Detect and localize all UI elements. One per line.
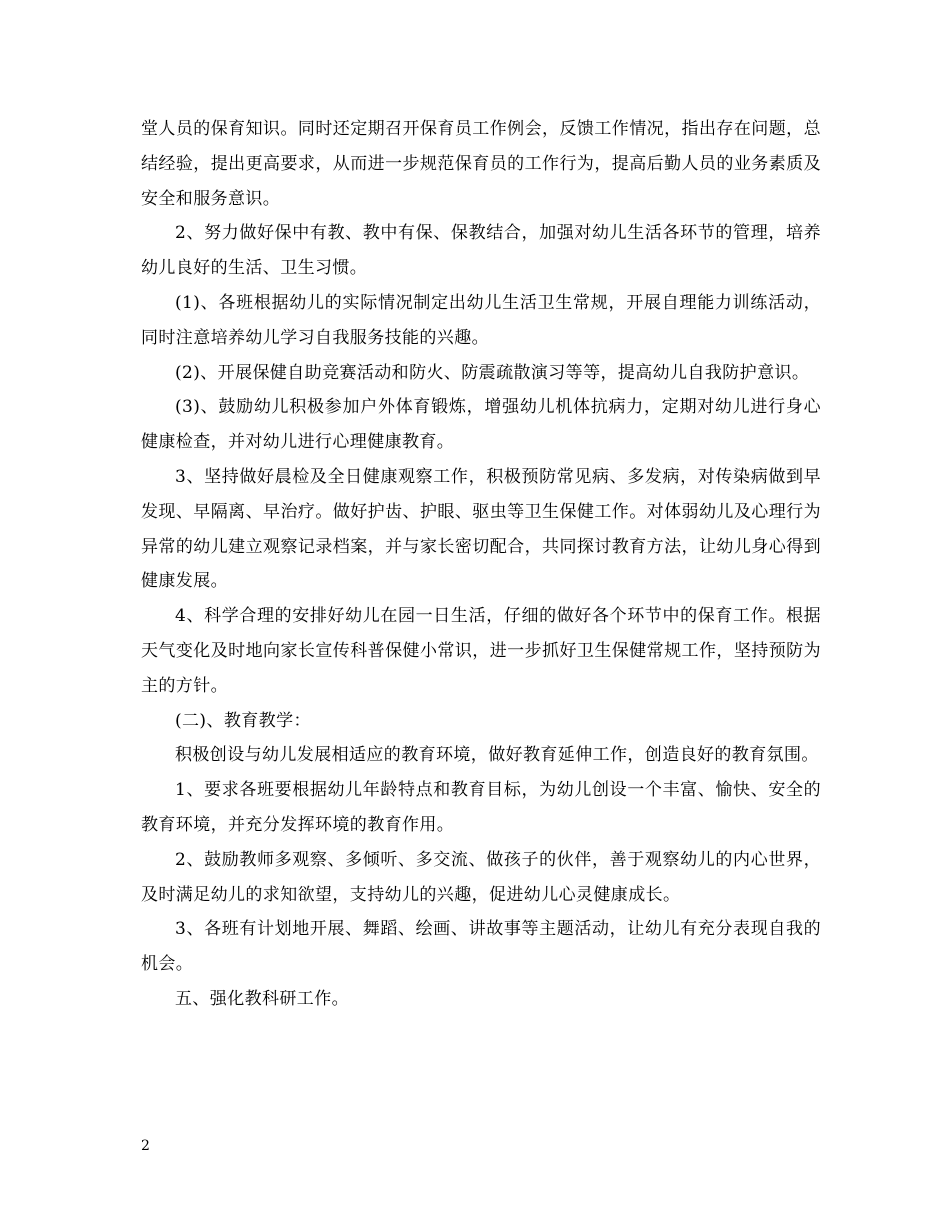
paragraph: 堂人员的保育知识。同时还定期召开保育员工作例会，反馈工作情况，指出存在问题，总结经验，提出更高要求，从而进一步规范保育员的工作行为，提高后勤人员的业务素质及安全和服务意识。	[141, 119, 821, 209]
paragraph: 2、努力做好保中有教、教中有保、保教结合，加强对幼儿生活各环节的管理，培养幼儿良好的生活、卫生习惯。	[141, 223, 821, 279]
paragraph: 1、要求各班要根据幼儿年龄特点和教育目标，为幼儿创设一个丰富、愉快、安全的教育环境，并充分发挥环境的教育作用。	[141, 780, 821, 835]
paragraph: (2)、开展保健自助竞赛活动和防火、防震疏散演习等等，提高幼儿自我防护意识。	[175, 362, 810, 383]
page-number: 2	[141, 1138, 150, 1154]
section-heading: (二)、教育教学：	[175, 710, 311, 731]
paragraph: 积极创设与幼儿发展相适应的教育环境，做好教育延伸工作，创造良好的教育氛围。	[175, 745, 819, 766]
paragraph: (3)、鼓励幼儿积极参加户外体育锻炼，增强幼儿机体抗病力，定期对幼儿进行身心健康检查，并对幼儿进行心理健康教育。	[141, 397, 821, 453]
document-body	[141, 112, 821, 1017]
paragraph: (1)、各班根据幼儿的实际情况制定出幼儿生活卫生常规，开展自理能力训练活动，同时注意培养幼儿学习自我服务技能的兴趣。	[141, 292, 821, 348]
section-heading: 五、强化教科研工作。	[175, 988, 349, 1009]
paragraph: 3、坚持做好晨检及全日健康观察工作，积极预防常见病、多发病，对传染病做到早发现、早隔离、早治疗。做好护齿、护眼、驱虫等卫生保健工作。对体弱幼儿及心理行为异常的幼儿建立观察记录档案，并与家长密切配合，共同探讨教育方法，让幼儿身心得到健康发展。	[141, 466, 821, 592]
paragraph: 2、鼓励教师多观察、多倾听、多交流、做孩子的伙伴，善于观察幼儿的内心世界，及时满足幼儿的求知欲望，支持幼儿的兴趣，促进幼儿心灵健康成长。	[141, 849, 821, 905]
paragraph: 4、科学合理的安排好幼儿在园一日生活，仔细的做好各个环节中的保育工作。根据天气变化及时地向家长宣传科普保健小常识，进一步抓好卫生保健常规工作，坚持预防为主的方针。	[141, 606, 821, 696]
paragraph: 3、各班有计划地开展、舞蹈、绘画、讲故事等主题活动，让幼儿有充分表现自我的机会。	[141, 919, 821, 975]
